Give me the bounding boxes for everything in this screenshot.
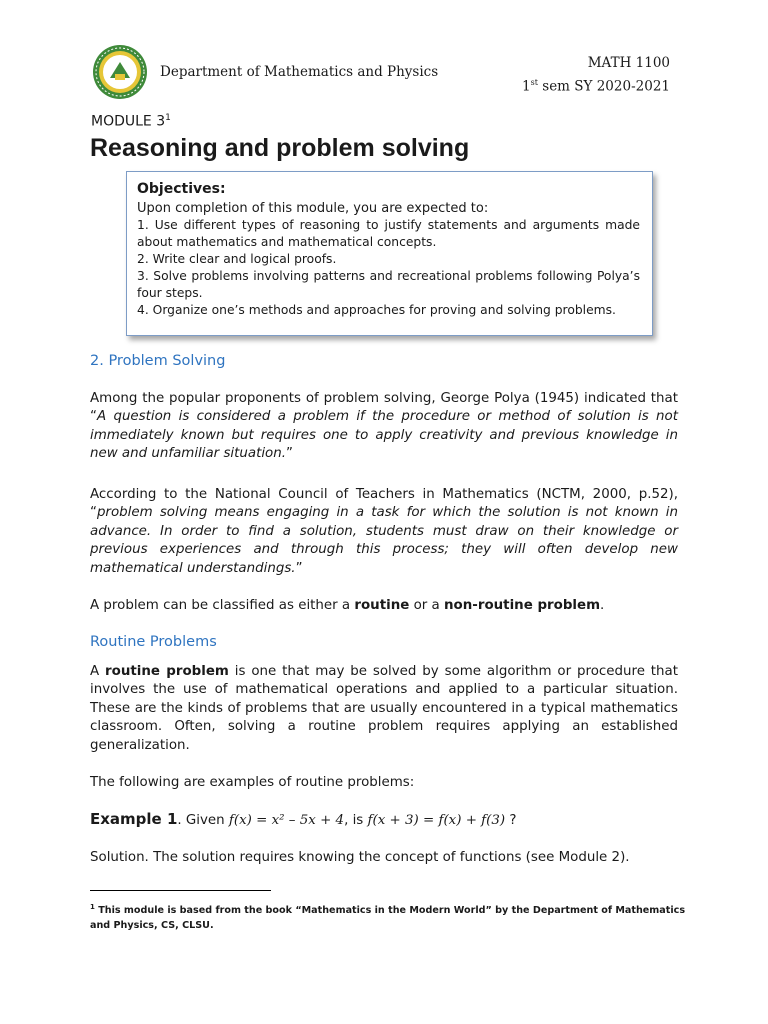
paragraph-classification: A problem can be classified as either a routine or a non-routine problem. [90, 598, 605, 613]
objectives-title: Objectives: [137, 181, 226, 197]
objective-item: 1. Use different types of reasoning to justify statements and arguments made about mathematics and mathematical concepts. [137, 218, 640, 249]
objective-item: 3. Solve problems involving patterns and recreational problems following Polya’s four steps. [137, 269, 640, 300]
objectives-intro: Upon completion of this module, you are expected to: [137, 201, 489, 216]
paragraph-routine-definition: A routine problem is one that may be solved by some algorithm or procedure that involves the use of mathematical operations and applied to a particular situation. These are the kinds of problems that are usually encountered in a typical mathematics classroom. Often, solving a routine problem requires applying an established generalization. [90, 664, 679, 753]
footnote-divider [90, 890, 271, 891]
example-1: Example 1. Given f(x) = x² – 5x + 4, is f(x + 3) = f(x) + f(3) ? [90, 810, 517, 828]
university-seal-logo [92, 44, 148, 100]
page-title: Reasoning and problem solving [90, 134, 470, 162]
objective-item: 4. Organize one’s methods and approaches for proving and solving problems. [137, 303, 616, 317]
footnote: $^1$ This module is based from the book “Mathematics in the Modern World” by the Department of Mathematics and Physics, CS, CLSU. [90, 903, 686, 932]
section-heading-problem-solving: 2. Problem Solving [90, 353, 226, 369]
paragraph-solution: Solution. The solution requires knowing the concept of functions (see Module 2). [90, 850, 630, 865]
section-heading-routine-problems: Routine Problems [90, 634, 217, 650]
paragraph-examples-intro: The following are examples of routine problems: [90, 775, 415, 790]
paragraph-polya: Among the popular proponents of problem solving, George Polya (1945) indicated that “A question is considered a problem if the procedure or method of solution is not immediately known but requires one to apply creativity and previous knowledge in new and unfamiliar situation.” [90, 391, 678, 462]
semester: 1st sem SY 2020-2021 [522, 78, 670, 95]
course-info [522, 54, 670, 97]
paragraph-nctm: According to the National Council of Teachers in Mathematics (NCTM, 2000, p.52), “problem solving means engaging in a task for which the solution is not known in advance. In order to find a solution, students must draw on their knowledge or previous experiences and through this process; they will often develop new mathematical understandings.” [90, 487, 678, 576]
module-label: MODULE $3^1$ [91, 113, 171, 130]
department-name: Department of Mathematics and Physics [160, 64, 439, 80]
objectives-box [126, 171, 653, 336]
objective-item: 2. Write clear and logical proofs. [137, 252, 337, 266]
course-code: MATH 1100 [587, 55, 670, 71]
